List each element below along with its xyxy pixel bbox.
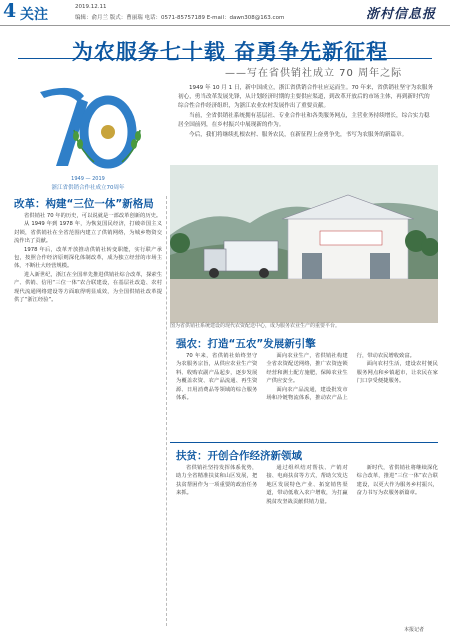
section-name: 关注	[20, 7, 48, 23]
paragraph: 面向农村生活，建设农村便民服务网点和乡镇超市，让农民在家门口享受便捷服务。	[356, 361, 438, 385]
intro-paragraph: 当前，全省供销社系统拥有基层社、专业合作社和各类服务网点，主营业务持续增长，综合实力稳居全国前列，在乡村振兴中展现新的作为。	[178, 113, 430, 128]
editor-line: 编辑：俞月兰 版式：曹丽瑞 电话：0571-85757189 E-mail：dawn308@163.com	[75, 15, 285, 21]
paragraph: 从 1949 年到 1978 年，为恢复国民经济，打破帝国主义封锁，省供销社在全省范围内建立了供销网络，为城乡物资交流作出了贡献。	[14, 221, 162, 245]
column-divider	[166, 196, 167, 626]
paragraph: 1978 年后，改革开放推动供销社转变职能，实行联产承包，按照合作经济原则深化体制改革，成为独立经营的市场主体，不断壮大经营规模。	[14, 246, 162, 270]
section-body-poverty	[176, 464, 438, 622]
paragraph: 面向农业生产，省供销社构建全省农资配送网络，推广农资连锁经营和测土配方施肥，保障农业生产供应安全。	[266, 353, 348, 385]
paragraph: 省供销社坚持发挥体系优势，助力全省精准扶贫和山区发展，把扶贫帮困作为一项重要的政治任务来抓。	[176, 465, 258, 497]
section-rule	[170, 442, 438, 443]
paragraph: 通过组织结对帮扶、产销对接、电商扶贫等方式，帮助欠发达地区发展特色产业、拓宽销售渠道，带动低收入农户增收，为打赢脱贫攻坚战贡献供销力量。	[266, 465, 348, 505]
paragraph: 进入新世纪，浙江在全国率先推进供销社综合改革，探索生产、供销、信用“三位一体”农合联建设，在基层社改造、农村现代流通网络建设等方面取得明显成效，为全国供销社改革提供了“浙江经验”。	[14, 271, 162, 304]
anniversary-emblem-icon	[34, 78, 142, 174]
paragraph: 新时代，省供销社将继续深化综合改革，推进“三位一体”农合联建设，以更大作为服务乡村振兴，奋力书写为农服务新篇章。	[356, 465, 438, 497]
section-heading-poverty: 扶贫：开创合作经济新领域	[176, 450, 302, 462]
section-heading-reform: 改革：构建“三位一体”新格局	[14, 198, 154, 210]
paragraph: 面向农产品流通，建设批发市场和冷链物流体系，推动农产品上行，带动农民增收致富。	[266, 353, 415, 402]
issue-date: 2019.12.11	[75, 4, 107, 10]
paper-logo: 浙村信息报	[365, 7, 436, 22]
byline: 本报记者	[404, 627, 425, 633]
masthead	[0, 0, 450, 26]
photo-caption: 图为省供销社系统建设的现代农资配送中心，成为服务农业生产的重要平台。	[170, 323, 341, 329]
section-body-agriculture	[176, 352, 438, 438]
intro-text	[178, 84, 434, 141]
section-body-reform	[14, 212, 162, 622]
subheadline: ——写在省供销社成立 70 周年之际	[225, 68, 403, 79]
intro-paragraph: 1949 年 10 月 1 日，新中国成立，浙江省供销合作社应运而生。70 年来，省供销社坚守为农服务初心，勇当改革发展先锋，从计划经济时期的主要供应渠道，到改革开放后的市场主体，再到新时代的综合性合作经济组织，为浙江农业农村发展作出了重要贡献。	[178, 85, 434, 109]
paragraph: 70 年来，省供销社始终坚守为农服务宗旨，从供应农业生产资料、收购农副产品起步，逐步发展为覆盖农资、农产品流通、再生资源、日用消费品等领域的综合服务体系。	[176, 353, 258, 402]
warehouse-photo	[170, 165, 438, 323]
section-heading-agriculture: 强农：打造“五农”发展新引擎	[176, 338, 316, 350]
headline-rule	[18, 58, 432, 59]
main-headline: 为农服务七十载 奋勇争先新征程	[71, 40, 389, 64]
paragraph: 省供销社 70 年的历史，可以说就是一部改革创新的历史。	[24, 213, 162, 219]
intro-paragraph: 今后，我们将继续扎根农村、服务农民，在新征程上奋勇争先，书写为农服务的新篇章。	[189, 132, 408, 138]
emblem-dates: 1949 — 2019	[71, 176, 105, 182]
page-number: 4	[3, 0, 17, 22]
emblem-caption: 浙江省供销合作社成立70周年	[51, 185, 125, 191]
